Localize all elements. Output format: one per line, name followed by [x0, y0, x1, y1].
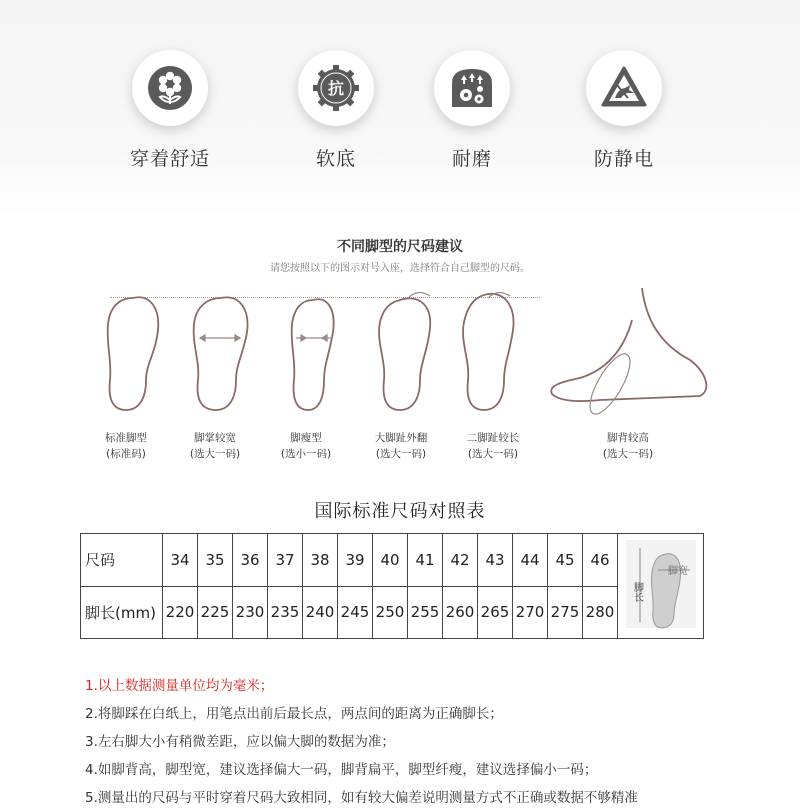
- size-cell: 43: [478, 534, 513, 587]
- length-cell: 250: [373, 586, 408, 639]
- length-cell: 275: [548, 586, 583, 639]
- note-1: 1.以上数据测量单位均为毫米；: [85, 678, 274, 694]
- length-cell: 270: [513, 586, 548, 639]
- length-cell: 225: [198, 586, 233, 639]
- size-table: [80, 533, 704, 639]
- foot-outline-standard: [108, 297, 159, 410]
- feature-comfort: [115, 50, 225, 171]
- note-3: 3.左右脚大小有稍微差距，应以偏大脚的数据为准；: [85, 734, 395, 750]
- size-cell: 44: [513, 534, 548, 587]
- foot-type-wide: 脚掌较宽 (选大一码): [189, 432, 241, 460]
- length-cell: 255: [408, 586, 443, 639]
- foot-types-illustration: [0, 280, 800, 420]
- feature-label: 防静电: [593, 148, 654, 170]
- length-cell: 245: [338, 586, 373, 639]
- gears-icon: [434, 50, 510, 126]
- size-row-label: 尺码: [81, 534, 163, 587]
- length-cell: 220: [163, 586, 198, 639]
- foot-outline-second-toe: [463, 294, 513, 410]
- anti-badge-icon: [298, 50, 374, 126]
- feature-label: 软底: [315, 148, 356, 170]
- size-cell: 41: [408, 534, 443, 587]
- guide-title: 不同脚型的尺码建议: [337, 239, 463, 255]
- feature-wear-resistant: [417, 50, 527, 171]
- measurement-notes: [85, 672, 638, 812]
- foot-type-second-toe: 二脚趾较长 (选大一码): [466, 432, 520, 460]
- feature-soft-sole: [281, 50, 391, 171]
- size-cell: 46: [583, 534, 618, 587]
- length-cell: 265: [478, 586, 513, 639]
- feature-label: 穿着舒适: [129, 148, 210, 170]
- length-cell: 235: [268, 586, 303, 639]
- size-cell: 35: [198, 534, 233, 587]
- size-cell: 38: [303, 534, 338, 587]
- size-cell: 37: [268, 534, 303, 587]
- flower-icon: [132, 50, 208, 126]
- foot-outline-bunion: [379, 298, 430, 410]
- foot-outline-wide: [194, 297, 248, 410]
- note-5: 5.测量出的尺码与平时穿着尺码大致相同，如有较大偏差说明测量方式不正确或数据不够精准: [85, 790, 638, 806]
- esd-warning-icon: [586, 50, 662, 126]
- size-cell: 39: [338, 534, 373, 587]
- length-row: [81, 586, 704, 639]
- foot-outline-high-instep: [551, 288, 706, 401]
- size-cell: 34: [163, 534, 198, 587]
- foot-measure-diagram: [618, 534, 704, 639]
- length-label: 脚长: [631, 582, 643, 602]
- length-cell: 280: [583, 586, 618, 639]
- guide-subtitle: 请您按照以下的图示对号入座，选择符合自己脚型的尺码。: [270, 263, 530, 274]
- note-4: 4.如脚背高，脚型宽，建议选择偏大一码，脚背扁平，脚型纤瘦，建议选择偏小一码；: [85, 762, 598, 778]
- size-table-title: 国际标准尺码对照表: [314, 501, 486, 522]
- feature-label: 耐磨: [451, 148, 492, 170]
- length-cell: 240: [303, 586, 338, 639]
- foot-outline-slim: [292, 299, 334, 410]
- length-row-label: 脚长(mm): [81, 586, 163, 639]
- note-2: 2.将脚踩在白纸上，用笔点出前后最长点，两点间的距离为正确脚长；: [85, 706, 503, 722]
- foot-type-bunion: 大脚趾外翻 (选大一码): [374, 432, 428, 460]
- length-cell: 260: [443, 586, 478, 639]
- size-cell: 42: [443, 534, 478, 587]
- width-label: 脚宽: [668, 566, 688, 577]
- size-cell: 45: [548, 534, 583, 587]
- badge-text: 抗: [327, 79, 345, 98]
- length-cell: 230: [233, 586, 268, 639]
- size-row: [81, 534, 704, 587]
- size-cell: 40: [373, 534, 408, 587]
- foot-type-high-instep: 脚背较高 (选大一码): [602, 432, 654, 460]
- foot-type-slim: 脚瘦型 (选小一码): [280, 432, 332, 460]
- size-cell: 36: [233, 534, 268, 587]
- feature-antistatic: [569, 50, 679, 171]
- foot-type-standard: 标准脚型 (标准码): [105, 432, 147, 460]
